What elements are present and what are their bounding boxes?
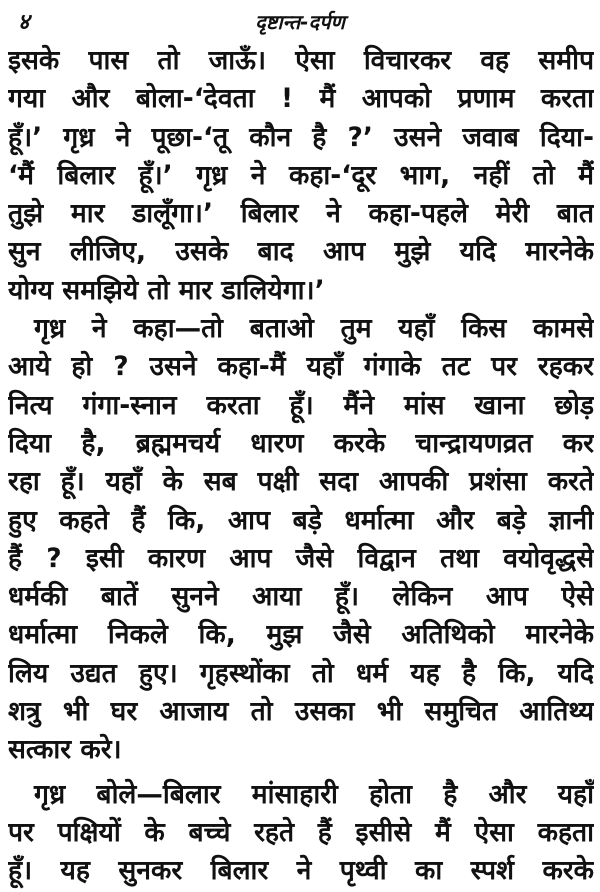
text-line: शत्रु भी घर आजाय तो उसका भी समुचित आतिथ्य — [8, 696, 594, 728]
text-line: लिय उद्यत हुए। गृहस्थोंका तो धर्म यह है कि, यदि — [8, 657, 594, 689]
paragraph-3 — [8, 776, 594, 891]
text-line: योग्य समझिये तो मार डालियेगा।’ — [8, 274, 325, 306]
text-line: आये हो ? उसने कहा-मैं यहाँ गंगाके तट पर रहकर — [8, 351, 594, 383]
page-header — [0, 0, 600, 40]
text-line: पर पक्षियों के बच्चे रहते हैं इसीसे मैं ऐसा कहता — [8, 816, 594, 848]
page-number: ४ — [18, 10, 30, 35]
text-line: हूँ।’ गृध्र ने पूछा-‘तू कौन है ?’ उसने जवाब दिया- — [8, 121, 594, 153]
text-line: हुए कहते हैं कि, आप बड़े धर्मात्मा और बड़े ज्ञानी — [8, 504, 594, 536]
text-line: सत्कार करे। — [8, 734, 122, 766]
text-line: धर्मात्मा निकले कि, मुझ जैसे अतिथिको मारनेके — [8, 619, 594, 651]
text-line: गया और बोला-‘देवता ! मैं आपको प्रणाम करता — [8, 83, 594, 115]
text-line: इसके पास तो जाऊँ। ऐसा विचारकर वह समीप — [8, 45, 594, 76]
text-line: ‘मैं बिलार हूँ।’ गृध्र ने कहा-‘दूर भाग, नहीं तो मैं — [8, 159, 594, 191]
paragraph-1 — [8, 42, 594, 310]
text-line: गृध्र बोले—बिलार मांसाहारी होता है और यहाँ — [34, 778, 594, 810]
body-text — [8, 42, 594, 891]
text-line: गृध्र ने कहा—तो बताओ तुम यहाँ किस कामसे — [34, 313, 594, 345]
text-line: धर्मकी बातें सुनने आया हूँ। लेकिन आप ऐसे — [8, 581, 594, 613]
text-line: रहा हूँ। यहाँ के सब पक्षी सदा आपकी प्रशंसा करते — [8, 466, 594, 498]
text-line: तुझे मार डालूँगा।’ बिलार ने कहा-पहले मेरी बात — [8, 198, 594, 230]
running-title: दृष्टान्त-दर्पण — [255, 10, 345, 34]
text-line: हूँ। यह सुनकर बिलार ने पृथ्वी का स्पर्श करके — [8, 855, 594, 887]
text-line: दिया है, ब्रह्ममचर्य धारण करके चान्द्रायणव्रत कर — [8, 427, 594, 459]
text-line: नित्य गंगा-स्नान करता हूँ। मैंने मांस खाना छोड़ — [8, 389, 594, 421]
text-line: सुन लीजिए, उसके बाद आप मुझे यदि मारनेके — [8, 236, 594, 268]
text-line: हैं ? इसी कारण आप जैसे विद्वान तथा वयोवृद्धसे — [8, 542, 594, 574]
paragraph-2 — [8, 310, 594, 770]
